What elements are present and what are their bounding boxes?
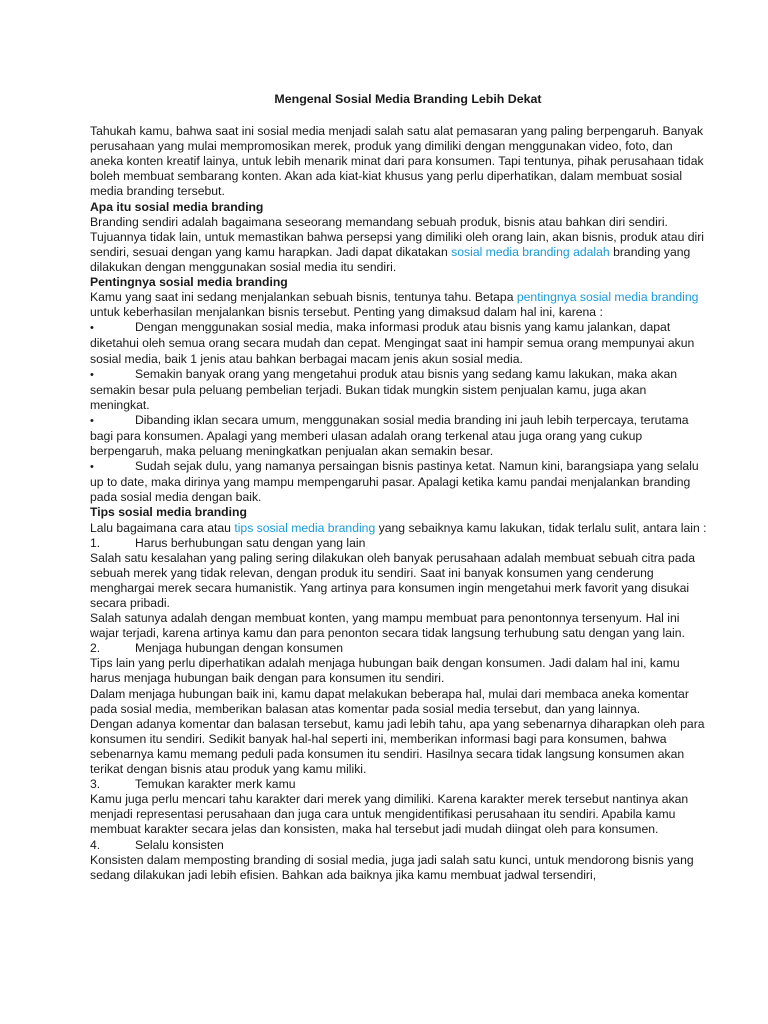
paragraph-text: Kamu yang saat ini sedang menjalankan sebuah bisnis, tentunya tahu. Betapa xyxy=(90,290,517,305)
item-paragraph: Salah satunya adalah dengan membuat konten, yang mampu membuat para penontonnya tersenyum. Hal ini wajar terjadi, karena artinya kamu dan para penonton secara tidak langsung terhubung satu dengan yang lain. xyxy=(90,611,685,641)
section-heading-apa-itu: Apa itu sosial media branding xyxy=(90,199,264,214)
bullet-item xyxy=(90,367,708,413)
link-pentingnya-sosial-media-branding[interactable]: pentingnya sosial media branding xyxy=(516,290,699,305)
bullet-marker: • xyxy=(90,414,94,427)
bullet-text: Dibanding iklan secara umum, menggunakan sosial media branding ini jauh lebih terpercaya, terutama bagi para konsumen. Apalagi yang memberi ulasan adalah orang terkenal atau juga orang yang cukup berpengaruh, maka peluang meningkatkan penjualan akan semakin besar. xyxy=(90,412,689,459)
link-sosial-media-branding-adalah[interactable]: sosial media branding adalah xyxy=(451,244,610,259)
item-paragraph: Tips lain yang perlu diperhatikan adalah menjaga hubungan baik dengan konsumen. Jadi dalam hal ini, kamu harus menjaga hubungan baik dengan para konsumen itu sendiri. xyxy=(90,656,680,686)
section-paragraph-apa-itu xyxy=(90,215,708,275)
intro-paragraph: Tahukah kamu, bahwa saat ini sosial media menjadi salah satu alat pemasaran yang paling berpengaruh. Banyak perusahaan yang mulai mempromosikan merek, produk yang dimiliki dengan menggunakan video, foto, dan aneka konten kreatif lainya, untuk lebih menarik minat dari para konsumen. Tapi tentunya, pihak perusahaan tidak boleh membuat sembarang konten. Akan ada kiat-kiat khusus yang perlu diperhatikan, dalam membuat sosial media branding tersebut. xyxy=(90,124,704,199)
section-heading-tips: Tips sosial media branding xyxy=(90,505,247,520)
bullet-item xyxy=(90,320,708,366)
item-title-text: Harus berhubungan satu dengan yang lain xyxy=(135,535,366,550)
numbered-item-title xyxy=(90,641,708,656)
document-title: Mengenal Sosial Media Branding Lebih Dekat xyxy=(274,92,542,106)
item-title-text: Temukan karakter merk kamu xyxy=(135,777,296,792)
item-number: 4. xyxy=(90,837,101,852)
bullet-item xyxy=(90,413,708,459)
paragraph-text: branding yang dilakukan dengan menggunakan sosial media itu sendiri. xyxy=(90,244,691,274)
item-paragraph: Konsisten dalam memposting branding di sosial media, juga jadi salah satu kunci, untuk mendorong bisnis yang sedang dilakukan jadi lebih efisien. Bahkan ada baiknya jika kamu membuat jadwal tersendiri, xyxy=(90,852,694,882)
paragraph-text: yang sebaiknya kamu lakukan, tidak terlalu sulit, antara lain : xyxy=(375,520,707,535)
section-paragraph-tips xyxy=(90,521,708,536)
item-paragraph: Salah satu kesalahan yang paling sering dilakukan oleh banyak perusahaan adalah membuat sebuah citra pada sebuah merek yang tidak relevan, dengan produk itu sendiri. Saat ini banyak konsumen yang cenderung menghargai merek secara humanistik. Yang artinya para konsumen ingin mengetahui merk favorit yang disukai secara pribadi. xyxy=(90,550,696,610)
bullet-item xyxy=(90,459,708,505)
item-number: 2. xyxy=(90,641,101,656)
paragraph-text: Branding sendiri adalah bagaimana seseorang memandang sebuah produk, bisnis atau bahkan diri sendiri. Tujuannya tidak lain, untuk memastikan bahwa persepsi yang dimiliki oleh orang lain, akan bisnis, produk atau diri sendiri, sesuai dengan yang kamu harapkan. Jadi dapat dikatakan xyxy=(90,214,705,259)
paragraph-text: untuk keberhasilan menjalankan bisnis tersebut. Penting yang dimaksud dalam hal ini, karena : xyxy=(90,305,603,320)
item-paragraph: Dalam menjaga hubungan baik ini, kamu dapat melakukan beberapa hal, mulai dari membaca aneka komentar pada sosial media, memberikan balasan atas komentar pada sosial media tersebut, dan yang lainnya. xyxy=(90,686,689,716)
bullet-text: Semakin banyak orang yang mengetahui produk atau bisnis yang sedang kamu lakukan, maka akan semakin besar pula peluang pembelian terjadi. Bukan tidak mungkin sistem penjualan kamu, juga akan meningkat. xyxy=(90,366,678,412)
numbered-item-title xyxy=(90,536,708,551)
item-number: 3. xyxy=(90,777,101,792)
paragraph-text: Lalu bagaimana cara atau xyxy=(90,520,235,535)
numbered-item-title xyxy=(90,838,708,853)
item-number: 1. xyxy=(90,535,101,550)
link-tips-sosial-media-branding[interactable]: tips sosial media branding xyxy=(234,520,376,535)
bullet-marker: • xyxy=(90,461,94,474)
section-paragraph-pentingnya xyxy=(90,290,708,320)
numbered-item-title xyxy=(90,777,708,792)
bullet-text: Sudah sejak dulu, yang namanya persaingan bisnis pastinya ketat. Namun kini, barangsiapa yang selalu up to date, maka dirinya yang mampu mempengaruhi pasar. Apalagi ketika kamu pandai menjalankan branding pada sosial media dengan baik. xyxy=(90,459,699,505)
section-heading-pentingnya: Pentingnya sosial media branding xyxy=(90,275,288,290)
item-paragraph: Dengan adanya komentar dan balasan tersebut, kamu jadi lebih tahu, apa yang sebenarnya diharapkan oleh para konsumen itu sendiri. Sedikit banyak hal-hal seperti ini, memberikan informasi bagi para konsumen, bahwa sebenarnya kamu memang peduli pada konsumen itu sendiri. Hasilnya secara tidak langsung konsumen akan terikat dengan bisnis atau produk yang kamu miliki. xyxy=(90,716,705,777)
bullet-text: Dengan menggunakan sosial media, maka informasi produk atau bisnis yang kamu jalankan, dapat diketahui oleh semua orang secara mudah dan cepat. Mengingat saat ini hampir semua orang mempunyai akun sosial media, baik 1 jenis atau bahkan berbagai macam jenis akun sosial media. xyxy=(90,320,695,366)
item-paragraph: Kamu juga perlu mencari tahu karakter dari merek yang dimiliki. Karena karakter merek tersebut nantinya akan menjadi representasi perusahaan dan juga cara untuk mengidentifikasi perusahaan itu sendiri. Apabila kamu membuat karakter secara jelas dan konsisten, maka hal tersebut jadi mudah diingat oleh para konsumen. xyxy=(90,792,689,837)
bullet-marker: • xyxy=(90,322,94,335)
item-title-text: Selalu konsisten xyxy=(135,837,224,852)
bullet-marker: • xyxy=(90,368,94,381)
item-title-text: Menjaga hubungan dengan konsumen xyxy=(135,641,344,656)
